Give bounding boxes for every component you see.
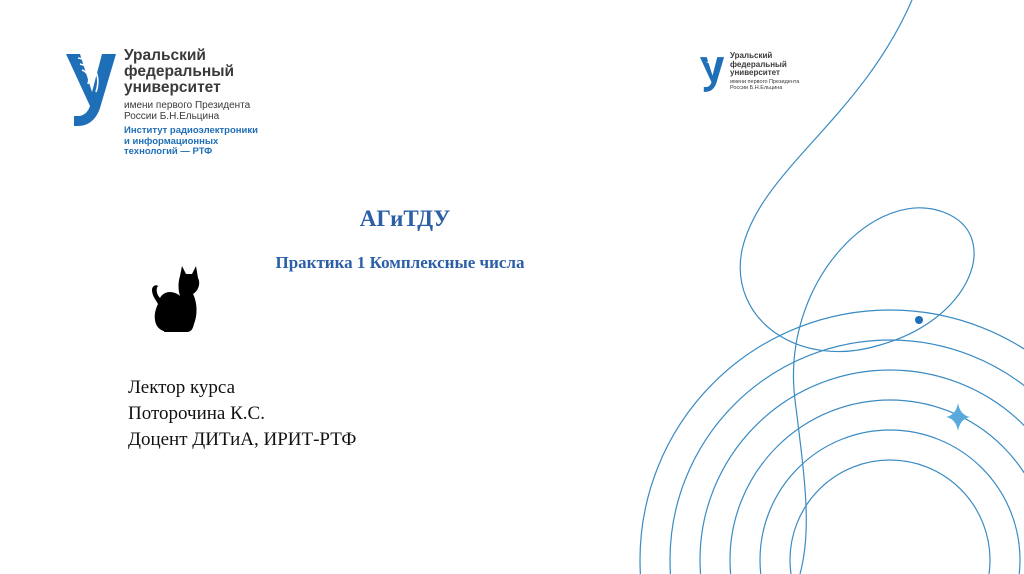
sparkle-icon [946,403,970,431]
slide-subtitle: Практика 1 Комплексные числа [275,253,525,272]
slide-title: АГиТДУ [359,206,451,231]
urfu-logo-mark-icon [62,48,120,130]
cat-silhouette-icon [148,264,204,334]
urfu-logo-mark-icon [698,52,726,96]
lecturer-name: Поторочина К.С. [128,403,265,424]
university-subtitle: имени первого Президента России Б.Н.Ельцина [124,100,251,122]
lecturer-info [128,375,356,453]
orbit-dot [915,316,923,324]
lecturer-position: Доцент ДИТиА, ИРИТ-РТФ [128,429,357,450]
university-subtitle: имени первого Президента России Б.Н.Ельцина [730,79,800,91]
lecturer-role: Лектор курса [128,377,236,398]
university-logo-right [698,50,808,98]
institute-name: Институт радиоэлектроники и информационных технологий — РТФ [124,125,258,157]
university-logo-left [62,48,262,163]
university-name: Уральский федеральный университет [730,51,787,77]
university-name: Уральский федеральный университет [124,47,235,96]
